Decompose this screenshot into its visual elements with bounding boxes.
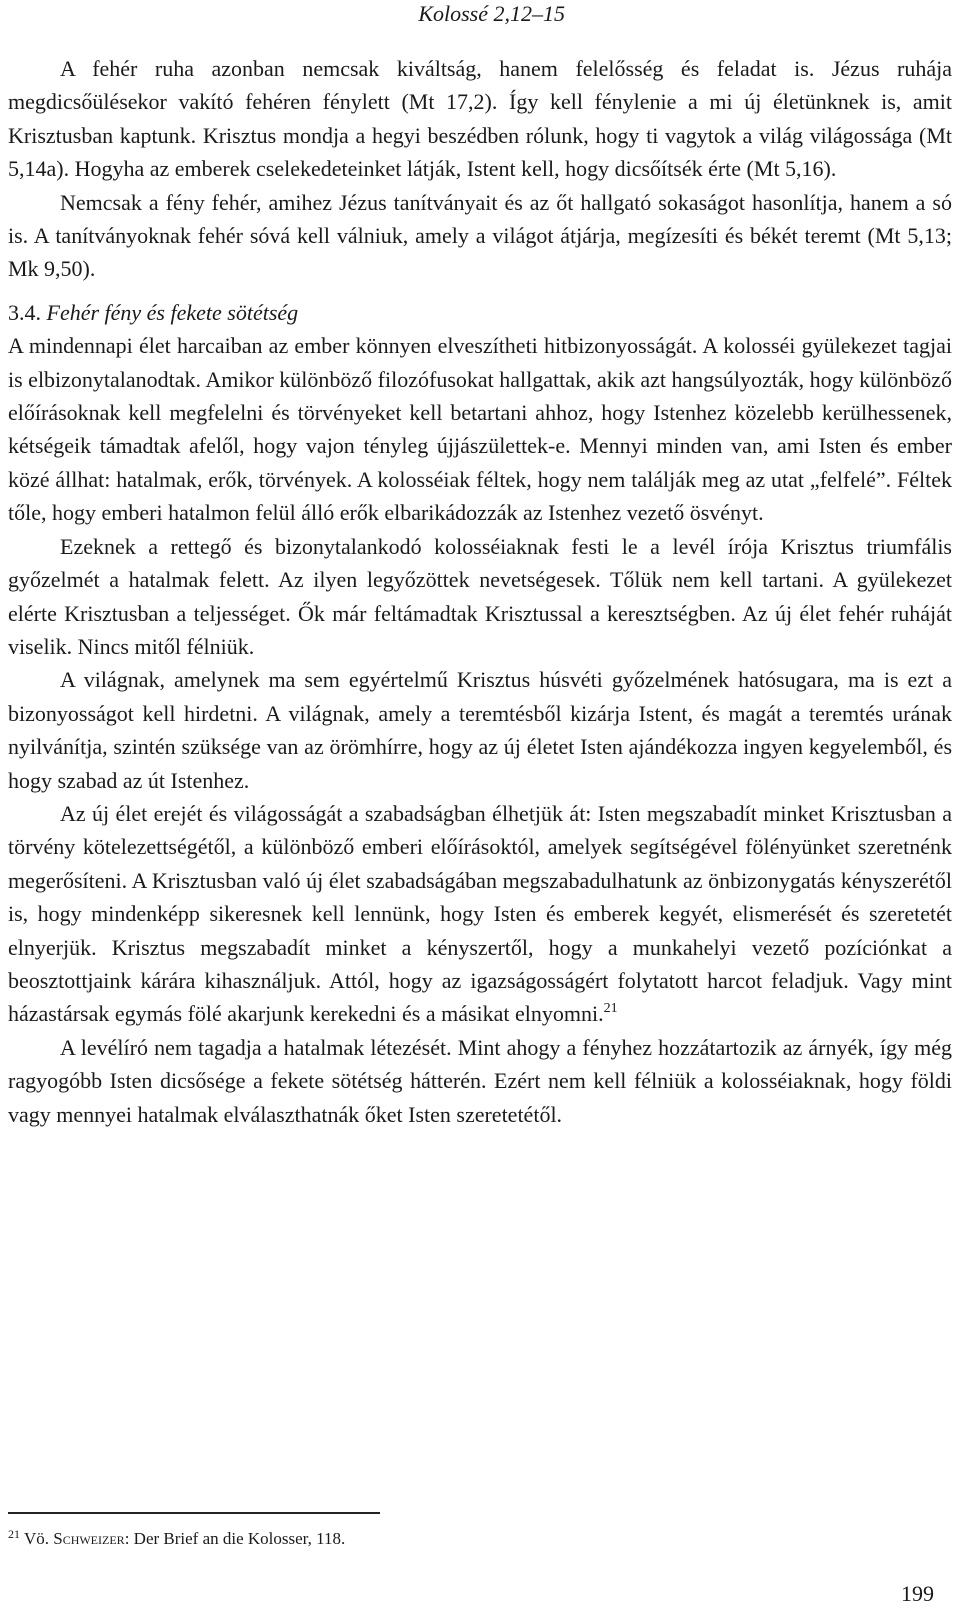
footnote-reference[interactable]: 21 (603, 1001, 618, 1017)
footnote-text: : Der Brief an die Kolosser, 118. (124, 1529, 346, 1548)
paragraph: Ezeknek a rettegő és bizonytalankodó kolosséiaknak festi le a levél írója Krisztus triumfális győzelmét a hatalmak felett. Az ilyen legyőzöttek nevetségesek. Tőlük nem kell tartani. A gyülekezet elérte Krisztusban a teljességet. Ők már feltámadtak Krisztussal a keresztségben. Az új élet fehér ruháját viselik. Nincs mitől félniük. (8, 533, 952, 659)
page-body (8, 52, 952, 1131)
footnote (8, 1528, 345, 1550)
paragraph: A világnak, amelynek ma sem egyértelmű Krisztus húsvéti győzelmének hatósugara, ma is ezt a bizonyosságot kell hirdetni. A világnak, amely a teremtésből kizárja Istent, és magát a teremtés urának nyilvánítja, szintén szüksége van az örömhírre, hogy az új életet Isten ajándékozza ingyen kegyelemből, és hogy szabad az út Istenhez. (8, 667, 952, 793)
paragraph (8, 797, 952, 1031)
section-title: Fehér fény és fekete sötétség (46, 299, 299, 325)
paragraph: A levélíró nem tagadja a hatalmak létezését. Mint ahogy a fényhez hozzátartozik az árnyék, így még ragyogóbb Isten dicsősége a fekete sötétség hátterén. Ezért nem kell félniük a kolosséiaknak, hogy földi vagy mennyei hatalmak elválaszthatnák őket Isten szeretetétől. (8, 1034, 952, 1127)
paragraph-text: Az új élet erejét és világosságát a szabadságban élhetjük át: Isten megszabadít minket Krisztusban a törvény kötelezettségétől, a különböző emberi előírásoktól, amelyek segítségével fölényünket szeretnénk megerősíteni. A Krisztusban való új élet szabadságában megszabadulhatunk az önbizonygatás kényszerétől is, hogy mindenképp sikeresnek kell lennünk, hogy Isten és emberek kegyét, elismerését és szeretetét elnyerjük. Krisztus megszabadít minket a kényszertől, hogy a munkahelyi vezető pozíciónkat a beosztottjaink kárára kihasználjuk. Attól, hogy az igazságosságért folytatott harcot feladjuk. Vagy mint házastársak egymás fölé akarjunk kerekedni és a másikat elnyomni. (8, 800, 952, 1027)
footnote-number: 21 (8, 1527, 20, 1541)
page-number: 199 (901, 1581, 934, 1606)
footnote-prefix: Vö. (23, 1529, 54, 1548)
paragraph: A mindennapi élet harcaiban az ember könnyen elveszítheti hitbizonyosságát. A kolosséi gyülekezet tagjai is elbizonytalanodtak. Amikor különböző filozófusokat hallgattak, akik azt hangsúlyozták, hogy különböző előírásoknak kell megfelelni és törvényeket kell betartani ahhoz, hogy Istenhez közelebb kerülhessenek, kétségeik támadtak afelől, hogy vajon tényleg újjászülettek-e. Mennyi minden van, ami Isten és ember közé állhat: hatalmak, erők, törvények. A kolosséiak féltek, hogy nem találják meg az utat „felfelé”. Féltek tőle, hogy emberi hatalmon felül álló erők elbarikádozzák az Istenhez vezető ösvényt. (8, 333, 952, 526)
section-number: 3.4. (8, 299, 41, 325)
footnote-divider (8, 1512, 380, 1514)
running-head: Kolossé 2,12–15 (418, 1, 565, 26)
paragraph: Nemcsak a fény fehér, amihez Jézus tanítványait és az őt hallgató sokaságot hasonlítja, hanem a só is. A tanítványoknak fehér sóvá kell válniuk, amely a világot átjárja, megízesíti és békét teremt (Mt 5,13; Mk 9,50). (8, 189, 952, 282)
footnote-author: Schweizer (53, 1529, 125, 1548)
paragraph: A fehér ruha azonban nemcsak kiváltság, hanem felelősség és feladat is. Jézus ruhája megdicsőülésekor vakító fehéren fénylett (Mt 17,2). Így kell fénylenie a mi új életünknek is, amit Krisztusban kaptunk. Krisztus mondja a hegyi beszédben rólunk, hogy ti vagytok a világ világossága (Mt 5,14a). Hogyha az emberek cselekedeteinket látják, Istent kell, hogy dicsőítsék érte (Mt 5,16). (8, 56, 952, 182)
section-heading (8, 296, 952, 329)
